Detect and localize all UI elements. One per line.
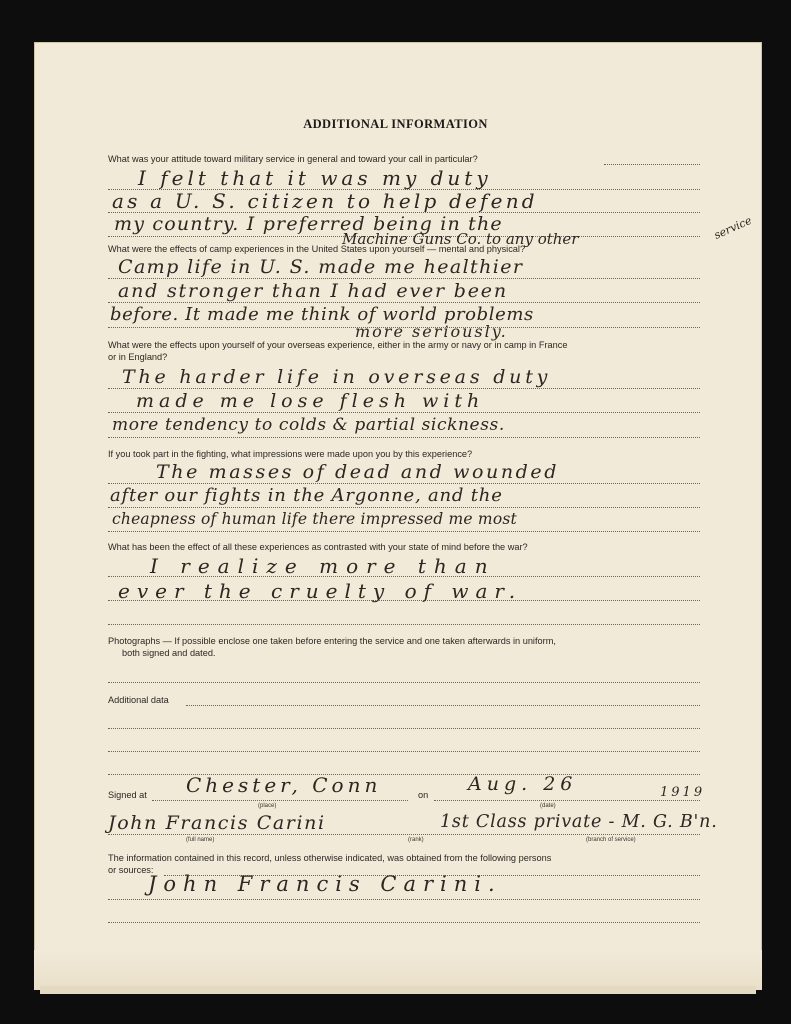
sources-statement: The information contained in this record, unless otherwise indicated, was obtained from the following persons [108,853,552,863]
sources-answer: John Francis Carini. [148,872,502,896]
sources-statement-cont: or sources: [108,865,154,875]
date-caption: (date) [540,803,556,809]
question-fighting-impressions: If you took part in the fighting, what impressions were made upon you by this experience? [108,449,473,459]
answer-camp-line1: Camp life in U. S. made me healthier [118,256,524,278]
answer-fighting-line2: after our fights in the Argonne, and the [110,485,503,506]
rank-caption: (rank) [408,837,424,843]
full-name-caption: (full name) [186,837,215,843]
question-state-of-mind: What has been the effect of all these experiences as contrasted with your state of mind before the war? [108,542,528,552]
question-attitude: What was your attitude toward military service in general and toward your call in particular? [108,154,478,164]
answer-line [108,437,700,438]
question-overseas-effects: What were the effects upon yourself of your overseas experience, either in the army or navy or in camp in France [108,340,568,350]
answer-state-line1: I realize more than [150,554,496,578]
signed-date: Aug. 26 [468,773,578,795]
answer-line [108,278,700,279]
answer-camp-line2: and stronger than I had ever been [118,280,508,302]
page-edge [40,986,756,994]
photographs-instructions-cont: both signed and dated. [122,648,216,658]
place-line [152,800,408,801]
place-caption: (place) [258,803,277,809]
answer-line [108,728,700,729]
question-overseas-effects-cont: or in England? [108,352,168,362]
answer-fighting-line1: The masses of dead and wounded [156,461,560,483]
answer-line [108,388,700,389]
answer-attitude-line2: as a U. S. citizen to help defend [112,189,538,213]
name-line [108,834,700,835]
date-line [434,800,700,801]
answer-line [108,682,700,683]
form-title: ADDITIONAL INFORMATION [303,117,488,131]
answer-line [108,624,700,625]
signer-full-name: John Francis Carini [108,812,326,834]
answer-line [108,302,700,303]
answer-line [604,164,700,165]
on-label: on [418,790,429,800]
answer-attitude-margin: service [712,213,754,242]
signer-rank-branch: 1st Class private - M. G. B'n. [440,812,718,832]
additional-data-label: Additional data [108,695,169,705]
signed-at-label: Signed at [108,790,147,800]
answer-line [108,531,700,532]
answer-overseas-line1: The harder life in overseas duty [122,366,552,388]
answer-camp-line3: before. It made me think of world problems [110,304,534,325]
answer-state-line2: ever the cruelty of war. [118,579,523,603]
sources-line [108,899,700,900]
answer-line [186,705,700,706]
answer-attitude-line3: my country. I preferred being in the [114,213,503,235]
sources-line [108,922,700,923]
answer-fighting-line3: cheapness of human life there impressed me most [112,510,517,528]
answer-overseas-line2: made me lose flesh with [136,390,485,412]
answer-attitude-line1: I felt that it was my duty [138,166,492,190]
photographs-instructions: Photographs — If possible enclose one taken before entering the service and one taken afterwards in uniform, [108,636,556,646]
answer-overseas-line3: more tendency to colds & partial sickness. [112,415,505,435]
answer-line [108,483,700,484]
branch-caption: (branch of service) [586,837,636,843]
signed-place: Chester, Conn [186,773,382,797]
answer-line [108,751,700,752]
signed-year: 1919 [660,785,706,800]
answer-camp-insert: more seriously. [355,322,508,341]
answer-line [108,412,700,413]
question-camp-effects: What were the effects of camp experiences in the United States upon yourself — mental and physical? [108,244,526,254]
answer-line [108,507,700,508]
answer-attitude-insert: Machine Guns Co. to any other [342,230,579,248]
